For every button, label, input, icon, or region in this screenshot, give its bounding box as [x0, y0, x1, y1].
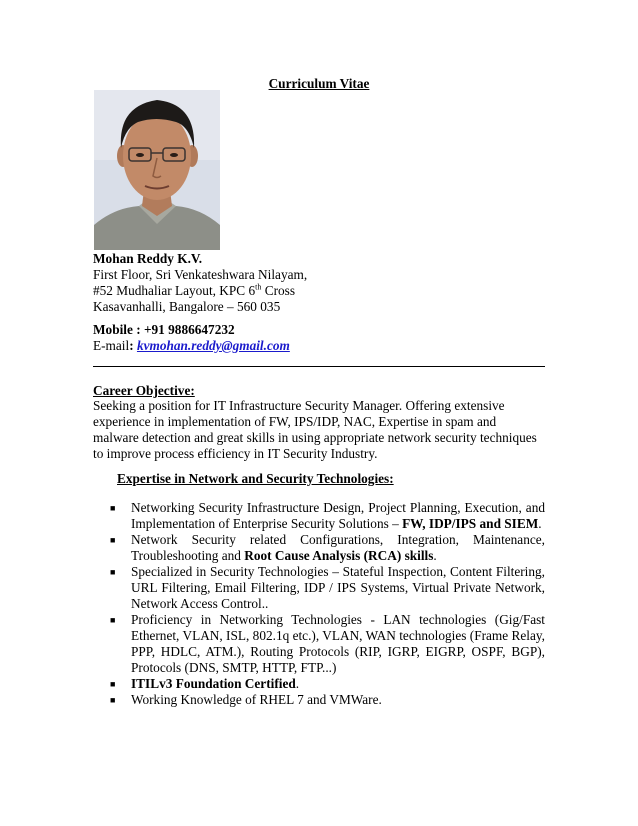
list-item-emphasis: ITILv3 Foundation Certified — [131, 676, 296, 691]
bullet-icon: ■ — [110, 615, 116, 625]
list-item-suffix: . — [295, 676, 300, 691]
career-objective-text: Seeking a position for IT Infrastructure Security Manager. Offering extensive experience in implementation of FW, IPS/IDP, NAC, Expertise in spam and malware detection and great skills in using appropriate network security techniques to improve process efficiency in IT Security Industry. — [93, 398, 537, 461]
list-item — [110, 692, 545, 708]
profile-photo — [94, 90, 220, 250]
address-superscript: th — [255, 282, 262, 292]
address-line-3: Kasavanhalli, Bangalore – 560 035 — [93, 299, 281, 314]
list-item-suffix: . — [538, 516, 542, 531]
list-item-text: Proficiency in Networking Technologies - LAN technologies (Gig/Fast Ethernet, VLAN, ISL, 802.1q etc.), VLAN, WAN technologies (Frame Relay, PPP, HDLC, ATM.), Routing Protocols (RIP, IGRP, EIGRP, OSPF, BGP), Protocols (DNS, SMTP, HTTP, FTP...) — [131, 612, 545, 675]
list-item — [110, 500, 545, 532]
email-colon: : — [129, 338, 134, 353]
list-item-text: Networking Security Infrastructure Design, Project Planning, Execution, and Implementation of Enterprise Security Solutions – — [131, 500, 545, 531]
bullet-icon: ■ — [110, 567, 116, 577]
expertise-list — [110, 500, 545, 708]
list-item — [110, 532, 545, 564]
email-label: E-mail — [93, 338, 130, 353]
expertise-heading: Expertise in Network and Security Technologies: — [117, 471, 394, 486]
address-line-2-suffix: Cross — [261, 283, 295, 298]
list-item-text: Working Knowledge of RHEL 7 and VMWare. — [131, 692, 382, 707]
portrait-image — [94, 90, 220, 250]
list-item — [110, 564, 545, 612]
bullet-icon: ■ — [110, 535, 116, 545]
mobile-number: Mobile : +91 9886647232 — [93, 322, 235, 337]
address-line-2-text: #52 Mudhaliar Layout, KPC 6 — [93, 283, 256, 298]
list-item — [110, 676, 545, 692]
contact-block — [93, 322, 553, 354]
list-item-emphasis: FW, IDP/IPS and SIEM — [402, 516, 539, 531]
list-item-text: Specialized in Security Technologies – Stateful Inspection, Content Filtering, URL Filtering, Email Filtering, IDP / IPS Systems, Virtual Private Network, Network Access Control.. — [131, 564, 545, 611]
email-line — [93, 338, 553, 354]
bullet-icon: ■ — [110, 695, 116, 705]
email-link[interactable]: kvmohan.reddy@gmail.com — [136, 338, 290, 353]
bullet-icon: ■ — [110, 503, 116, 513]
list-item-suffix: . — [433, 548, 437, 563]
career-objective-heading: Career Objective: — [93, 383, 195, 398]
list-item-emphasis: Root Cause Analysis (RCA) skills — [244, 548, 434, 563]
bullet-icon: ■ — [110, 679, 116, 689]
address-line-2 — [93, 283, 553, 299]
address-line-1: First Floor, Sri Venkateshwara Nilayam, — [93, 267, 308, 282]
address-block — [93, 251, 553, 315]
section-divider — [93, 366, 545, 367]
list-item-text: Network Security related Configurations, Integration, Maintenance, Troubleshooting and — [131, 532, 545, 563]
list-item — [110, 612, 545, 676]
candidate-name: Mohan Reddy K.V. — [93, 251, 203, 266]
page-title: Curriculum Vitae — [268, 76, 370, 91]
